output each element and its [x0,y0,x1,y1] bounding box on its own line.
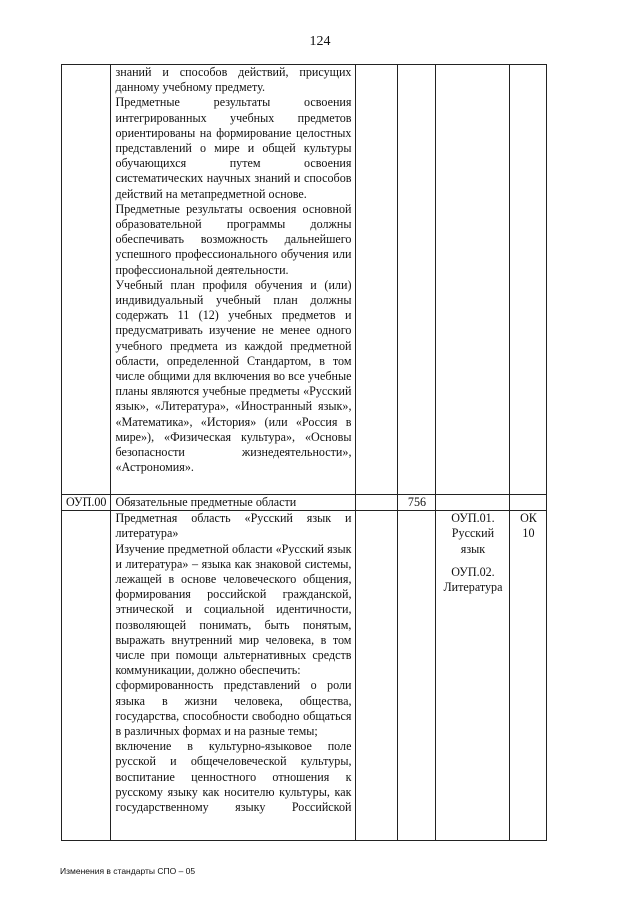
paragraph: Учебный план профиля обучения и (или) индивидуальный учебный план должны содержать 11 (12) учебных предметов и предусматривать изучение не менее одного учебного предмета из каждой предметной области, определенной Стандартом, в том числе общими для включения во все учебные планы являются учебные предметы «Русский язык», «Литература», «Иностранный язык», «Математика», «История» (или «Россия в мире»), «Физическая культура», «Основы безопасности жизнедеятельности», «Астрономия». [115,277,352,475]
paragraph: сформированность представлений о роли языка в жизни человека, общества, государства, способности свободно общаться в различных формах и на разные темы; [115,678,352,739]
table-row [62,511,547,841]
paragraph: включение в культурно-языковое поле русской и общечеловеческой культуры, воспитание ценностного отношения к русскому языку как носителю культуры, как государственному языку Российской [115,739,352,815]
paragraph: знаний и способов действий, присущих данному учебному предмету. [115,65,352,95]
empty-cell [436,65,510,495]
empty-cell [398,65,436,495]
subject-code: ОУП.01. [451,511,495,526]
subject-name: Литература [443,580,503,595]
paragraph: Изучение предметной области «Русский язык и литература» – языка как знаковой системы, лежащей в основе человеческого общения, формирования российской гражданской, этнической и социальной идентичности, позволяющей понимать, быть понятым, выражать внутренний мир человека, в том числе при помощи альтернативных средств коммуникации, должно обеспечить: [115,541,352,678]
hours-cell: 756 [398,495,436,511]
title-cell: Обязательные предметные области [111,495,356,511]
empty-cell [356,511,398,841]
paragraph: Предметные результаты освоения основной образовательной программы должны обеспечивать возможность дальнейшего успешного профессионального обучения или профессиональной деятельности. [115,201,352,277]
code-cell: ОУП.00 [62,495,111,511]
subject-name: Русский язык [451,526,495,556]
page-number: 124 [309,34,331,49]
footer-note: Изменения в стандарты СПО – 05 [60,866,196,876]
table-row [62,495,547,511]
empty-cell [436,495,510,511]
subjects-cell [436,511,510,841]
curriculum-table [61,64,547,841]
description-cell [111,511,356,841]
empty-cell [356,65,398,495]
empty-cell [356,495,398,511]
paragraph: Предметные результаты освоения интегрированных учебных предметов ориентированы на формирование целостных представлений о мире и общей культуры обучающихся путем освоения систематических научных знаний и способов действий на метапредметной основе. [115,95,352,201]
empty-cell [510,65,547,495]
code-cell [62,65,111,495]
competence-cell: ОК 10 [510,511,547,841]
paragraph: Предметная область «Русский язык и литература» [115,511,352,541]
subject-code: ОУП.02. [451,564,495,579]
empty-cell [398,511,436,841]
code-cell [62,511,111,841]
empty-cell [510,495,547,511]
table-row [62,65,547,495]
description-cell [111,65,356,495]
